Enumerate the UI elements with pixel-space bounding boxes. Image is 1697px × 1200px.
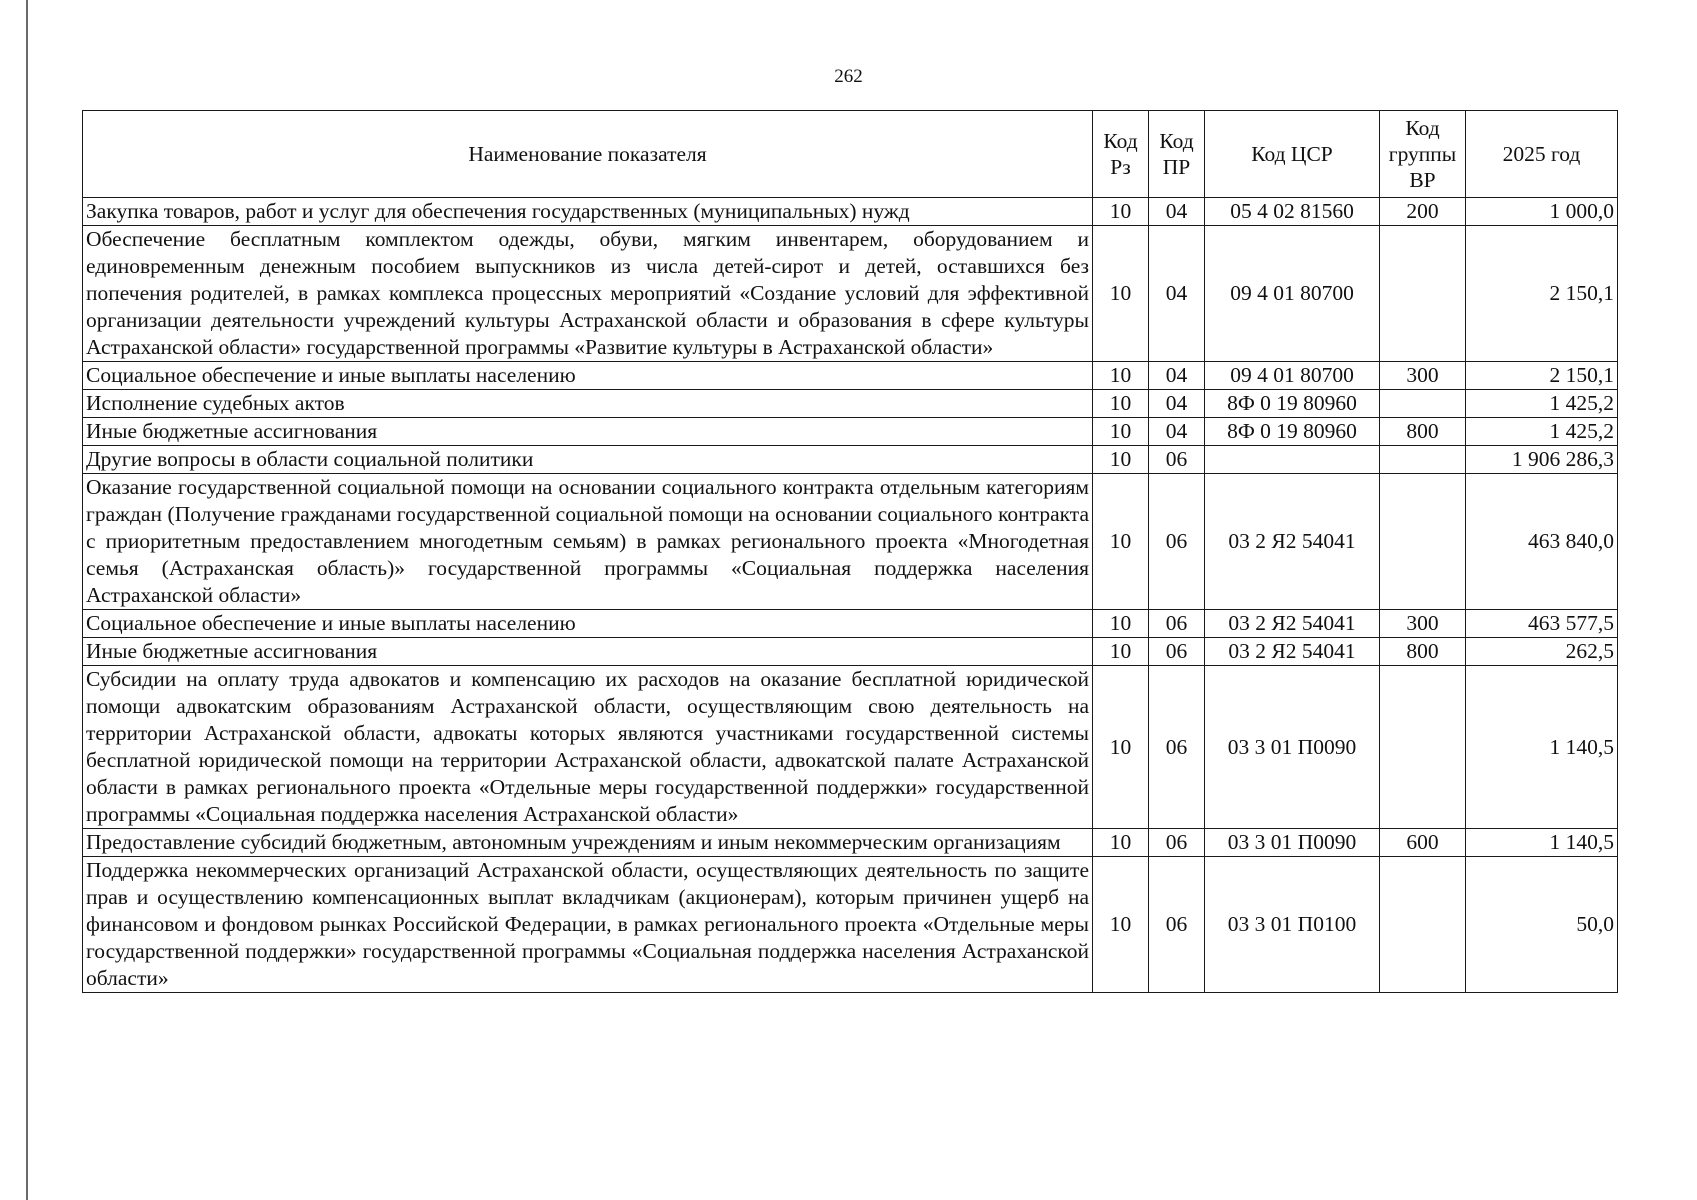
cell-vr: 300 — [1380, 362, 1466, 390]
cell-amount: 1 140,5 — [1466, 666, 1618, 829]
cell-vr: 800 — [1380, 638, 1466, 666]
cell-name: Социальное обеспечение и иные выплаты населению — [83, 610, 1093, 638]
cell-csr: 03 2 Я2 54041 — [1205, 638, 1380, 666]
table-row — [83, 474, 1618, 610]
table-row — [83, 362, 1618, 390]
table-row — [83, 666, 1618, 829]
cell-csr: 05 4 02 81560 — [1205, 198, 1380, 226]
cell-vr — [1380, 474, 1466, 610]
table-row — [83, 418, 1618, 446]
page-number: 262 — [834, 66, 863, 87]
cell-pr: 04 — [1149, 198, 1205, 226]
cell-pr: 04 — [1149, 418, 1205, 446]
cell-rz: 10 — [1093, 446, 1149, 474]
cell-rz: 10 — [1093, 857, 1149, 993]
table-row — [83, 226, 1618, 362]
cell-vr: 800 — [1380, 418, 1466, 446]
cell-amount: 1 425,2 — [1466, 418, 1618, 446]
header-vr: Код группы ВР — [1380, 111, 1466, 198]
table-row — [83, 390, 1618, 418]
table-row — [83, 610, 1618, 638]
cell-pr: 04 — [1149, 390, 1205, 418]
table-header-row — [83, 111, 1618, 198]
cell-amount: 50,0 — [1466, 857, 1618, 993]
cell-vr — [1380, 857, 1466, 993]
cell-pr: 04 — [1149, 362, 1205, 390]
cell-csr: 09 4 01 80700 — [1205, 226, 1380, 362]
cell-csr: 03 3 01 П0100 — [1205, 857, 1380, 993]
cell-vr — [1380, 390, 1466, 418]
cell-vr: 300 — [1380, 610, 1466, 638]
cell-amount: 262,5 — [1466, 638, 1618, 666]
cell-rz: 10 — [1093, 362, 1149, 390]
table-row — [83, 857, 1618, 993]
cell-rz: 10 — [1093, 226, 1149, 362]
cell-name: Предоставление субсидий бюджетным, автономным учреждениям и иным некоммерческим организациям — [83, 829, 1093, 857]
cell-vr — [1380, 226, 1466, 362]
cell-amount: 1 906 286,3 — [1466, 446, 1618, 474]
budget-table — [82, 110, 1618, 993]
cell-amount: 2 150,1 — [1466, 362, 1618, 390]
cell-vr: 600 — [1380, 829, 1466, 857]
cell-pr: 04 — [1149, 226, 1205, 362]
table-row — [83, 198, 1618, 226]
cell-pr: 06 — [1149, 610, 1205, 638]
cell-csr: 03 3 01 П0090 — [1205, 666, 1380, 829]
cell-name: Обеспечение бесплатным комплектом одежды, обуви, мягким инвентарем, оборудованием и единовременным денежным пособием выпускников из числа детей-сирот и детей, оставшихся без попечения родителей, в рамках комплекса процессных мероприятий «Создание условий для эффективной организации деятельности учреждений культуры Астраханской области и образования в сфере культуры Астраханской области» государственной программы «Развитие культуры в Астраханской области» — [83, 226, 1093, 362]
cell-csr: 8Ф 0 19 80960 — [1205, 418, 1380, 446]
cell-csr: 03 2 Я2 54041 — [1205, 610, 1380, 638]
table-row — [83, 829, 1618, 857]
cell-rz: 10 — [1093, 474, 1149, 610]
cell-pr: 06 — [1149, 829, 1205, 857]
cell-amount: 1 140,5 — [1466, 829, 1618, 857]
cell-name: Другие вопросы в области социальной политики — [83, 446, 1093, 474]
cell-rz: 10 — [1093, 198, 1149, 226]
cell-rz: 10 — [1093, 666, 1149, 829]
cell-rz: 10 — [1093, 418, 1149, 446]
cell-rz: 10 — [1093, 390, 1149, 418]
cell-rz: 10 — [1093, 638, 1149, 666]
header-csr: Код ЦСР — [1205, 111, 1380, 198]
cell-vr — [1380, 446, 1466, 474]
cell-csr: 8Ф 0 19 80960 — [1205, 390, 1380, 418]
header-year: 2025 год — [1466, 111, 1618, 198]
cell-pr: 06 — [1149, 666, 1205, 829]
cell-csr: 03 3 01 П0090 — [1205, 829, 1380, 857]
cell-amount: 1 000,0 — [1466, 198, 1618, 226]
scan-margin-line — [26, 0, 28, 1200]
cell-amount: 463 577,5 — [1466, 610, 1618, 638]
cell-name: Оказание государственной социальной помощи на основании социального контракта отдельным категориям граждан (Получение гражданами государственной социальной помощи на основании социального контракта с приоритетным предоставлением многодетным семьям) в рамках регионального проекта «Многодетная семья (Астраханская область)» государственной программы «Социальная поддержка населения Астраханской области» — [83, 474, 1093, 610]
cell-name: Исполнение судебных актов — [83, 390, 1093, 418]
cell-name: Субсидии на оплату труда адвокатов и компенсацию их расходов на оказание бесплатной юридической помощи адвокатским образованиям Астраханской области, осуществляющим свою деятельность на территории Астраханской области, адвокаты которых являются участниками государственной системы бесплатной юридической помощи на территории Астраханской области, адвокатской палате Астраханской области в рамках регионального проекта «Отдельные меры государственной поддержки» государственной программы «Социальная поддержка населения Астраханской области» — [83, 666, 1093, 829]
cell-pr: 06 — [1149, 446, 1205, 474]
cell-csr: 09 4 01 80700 — [1205, 362, 1380, 390]
cell-csr: 03 2 Я2 54041 — [1205, 474, 1380, 610]
cell-vr: 200 — [1380, 198, 1466, 226]
cell-vr — [1380, 666, 1466, 829]
cell-csr — [1205, 446, 1380, 474]
cell-amount: 463 840,0 — [1466, 474, 1618, 610]
cell-rz: 10 — [1093, 829, 1149, 857]
header-name: Наименование показателя — [83, 111, 1093, 198]
header-pr: Код ПР — [1149, 111, 1205, 198]
cell-name: Поддержка некоммерческих организаций Астраханской области, осуществляющих деятельность по защите прав и осуществлению компенсационных выплат вкладчикам (акционерам), которым причинен ущерб на финансовом и фондовом рынках Российской Федерации, в рамках регионального проекта «Отдельные меры государственной поддержки» государственной программы «Социальная поддержка населения Астраханской области» — [83, 857, 1093, 993]
cell-amount: 2 150,1 — [1466, 226, 1618, 362]
cell-name: Социальное обеспечение и иные выплаты населению — [83, 362, 1093, 390]
cell-pr: 06 — [1149, 474, 1205, 610]
cell-name: Закупка товаров, работ и услуг для обеспечения государственных (муниципальных) нужд — [83, 198, 1093, 226]
table-row — [83, 638, 1618, 666]
cell-amount: 1 425,2 — [1466, 390, 1618, 418]
cell-pr: 06 — [1149, 857, 1205, 993]
cell-pr: 06 — [1149, 638, 1205, 666]
cell-name: Иные бюджетные ассигнования — [83, 418, 1093, 446]
header-rz: Код Рз — [1093, 111, 1149, 198]
cell-rz: 10 — [1093, 610, 1149, 638]
cell-name: Иные бюджетные ассигнования — [83, 638, 1093, 666]
table-row — [83, 446, 1618, 474]
